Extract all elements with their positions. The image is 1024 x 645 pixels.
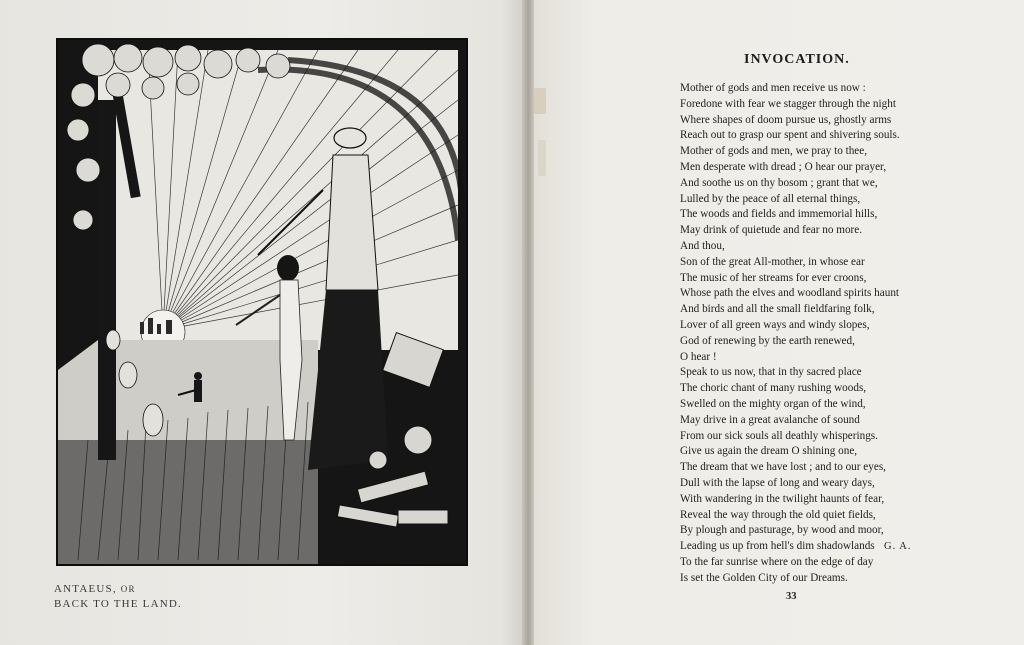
- poem-line: Mother of gods and men receive us now :: [680, 82, 866, 94]
- poem-line: Lulled by the peace of all eternal things,: [680, 192, 861, 205]
- poem-line: The dream that we have lost ; and to our eyes,: [680, 461, 886, 474]
- poem-line: Son of the great All-mother, in whose ear: [680, 255, 865, 268]
- poem-line: Mother of gods and men, we pray to thee,: [680, 145, 868, 158]
- poem-line: God of renewing by the earth renewed,: [680, 334, 855, 347]
- poem-body: [680, 81, 930, 587]
- illustration-plate: [56, 38, 468, 566]
- poem-line: The music of her streams for ever croons,: [680, 271, 867, 284]
- page-number: 33: [786, 591, 797, 602]
- poem-line: Where shapes of doom pursue us, ghostly arms: [680, 113, 892, 126]
- caption-title: ANTAEUS,: [54, 583, 117, 595]
- poem-line: May drive in a great avalanche of sound: [680, 413, 860, 426]
- illustration-caption: [54, 582, 182, 612]
- poem-line: Whose path the elves and woodland spirits haunt: [680, 287, 900, 300]
- poem-line: And soothe us on thy bosom ; grant that we,: [680, 176, 878, 189]
- poem-line: Give us again the dream O shining one,: [680, 445, 858, 458]
- poem-line: By plough and pasturage, by wood and moor,: [680, 524, 884, 537]
- author-signature: G. A.: [884, 541, 912, 552]
- page-stain: [538, 140, 546, 176]
- poem-line: And birds and all the small fieldfaring folk,: [680, 303, 875, 316]
- poem-line: The woods and fields and immemorial hills,: [680, 208, 878, 221]
- poem-line: With wandering in the twilight haunts of fear,: [680, 492, 885, 505]
- poem-line: Men desperate with dread ; O hear our prayer,: [680, 160, 887, 173]
- page-stain: [534, 88, 546, 114]
- poem-line: And thou,: [680, 239, 725, 252]
- poem-line: Lover of all green ways and windy slopes,: [680, 318, 870, 331]
- poem-title: INVOCATION.: [744, 52, 850, 67]
- poem-line: Is set the Golden City of our Dreams.: [680, 571, 848, 584]
- poem-line: Reach out to grasp our spent and shivering souls.: [680, 129, 900, 142]
- antaeus-illustration: [58, 40, 466, 564]
- poem-line: O hear !: [680, 350, 717, 363]
- poem-line: To the far sunrise where on the edge of day: [680, 555, 874, 568]
- caption-subtitle: BACK TO THE LAND.: [54, 598, 182, 610]
- poem-line: Leading us up from hell's dim shadowlands: [680, 540, 875, 553]
- poem-line: From our sick souls all deathly whisperings.: [680, 429, 878, 442]
- poem-line: Swelled on the mighty organ of the wind,: [680, 397, 866, 410]
- poem-line: The choric chant of many rushing woods,: [680, 382, 867, 395]
- poem-line: Reveal the way through the old quiet fields,: [680, 508, 876, 521]
- poem-line: Dull with the lapse of long and weary days,: [680, 476, 875, 489]
- poem-line: Foredone with fear we stagger through the night: [680, 97, 896, 110]
- poem-line: May drink of quietude and fear no more.: [680, 224, 863, 237]
- caption-or: OR: [120, 584, 136, 594]
- poem-line: Speak to us now, that in thy sacred place: [680, 366, 862, 379]
